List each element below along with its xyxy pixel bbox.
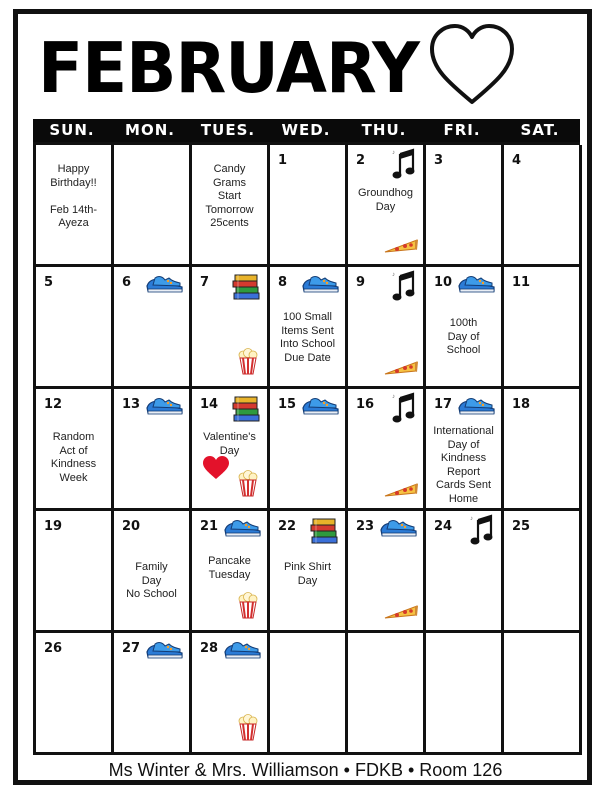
day-number: 2 (356, 153, 366, 168)
day-number: 9 (356, 275, 366, 290)
day-note (272, 561, 343, 588)
day-cell (348, 389, 426, 511)
day-cell (348, 145, 426, 267)
day-note-line: International (433, 425, 494, 437)
music-note-icon (391, 148, 417, 187)
day-cell (114, 145, 192, 267)
day-note-line: Report (446, 465, 481, 478)
day-note-line: Week (59, 471, 88, 484)
day-cell (36, 267, 114, 389)
day-number: 14 (200, 397, 219, 412)
day-note-line: Valentine's (203, 431, 256, 443)
day-cell (270, 145, 348, 267)
day-cell (192, 267, 270, 389)
weekday-label: SAT. (520, 121, 560, 139)
weekday-label: WED. (281, 121, 331, 139)
day-note-line: Due Date (284, 351, 331, 364)
day-note (272, 311, 343, 365)
day-number: 3 (434, 153, 444, 168)
day-note-line: Tuesday (208, 568, 251, 581)
day-cell (270, 389, 348, 511)
day-note-line: Pink Shirt (283, 561, 332, 573)
day-note-line: No School (126, 588, 177, 600)
day-cell (36, 389, 114, 511)
day-note-line: Day (375, 200, 396, 213)
day-cell (504, 633, 582, 755)
day-note (194, 431, 265, 458)
popcorn-icon (237, 713, 259, 746)
day-note-line: Items Sent (281, 324, 334, 337)
day-number: 4 (512, 153, 522, 168)
day-note-line: Pancake (208, 555, 251, 567)
sneakers-icon (301, 272, 341, 299)
day-note (38, 163, 109, 231)
weekday-label: FRI. (443, 121, 481, 139)
heart-icon (202, 455, 230, 486)
day-note-line: Home (448, 492, 479, 505)
day-number: 15 (278, 397, 297, 412)
music-note-icon (391, 270, 417, 309)
day-note-line: 100th (449, 317, 478, 329)
day-note-line: Grams (213, 176, 246, 189)
day-note-line: Feb 14th- (49, 203, 98, 216)
day-note-line: Random (52, 431, 95, 443)
day-note-line: Ayeza (58, 217, 89, 229)
day-note (116, 561, 187, 602)
day-note-line: Kindness (50, 458, 97, 470)
sneakers-icon (301, 394, 341, 421)
day-cell (426, 389, 504, 511)
pizza-icon (383, 481, 419, 504)
weekday-header (33, 119, 580, 142)
day-cell (270, 633, 348, 755)
day-cell (504, 145, 582, 267)
day-note-line: School (446, 344, 481, 356)
day-note-line: Day (297, 574, 318, 587)
day-note-line: Day (219, 444, 240, 457)
sneakers-icon (379, 516, 419, 543)
books-icon (309, 516, 339, 549)
day-cell (348, 511, 426, 633)
pizza-icon (383, 237, 419, 260)
day-number: 1 (278, 153, 288, 168)
day-cell (426, 511, 504, 633)
day-note-line: Day of (447, 330, 480, 343)
day-number: 21 (200, 519, 219, 534)
day-note-line: Into School (279, 338, 336, 350)
day-note-line: Cards Sent (435, 479, 492, 491)
day-note (38, 431, 109, 485)
pizza-icon (383, 603, 419, 626)
day-cell (504, 511, 582, 633)
svg-text:♪: ♪ (470, 516, 473, 522)
sneakers-icon (145, 272, 185, 299)
day-note (428, 317, 499, 358)
day-cell (426, 145, 504, 267)
day-cell (114, 511, 192, 633)
footer-credits: Ms Winter & Mrs. Williamson • FDKB • Room 126 (108, 760, 503, 780)
day-cell (504, 267, 582, 389)
day-note-line: Start (217, 190, 242, 202)
music-note-icon (391, 392, 417, 431)
day-note-line: Day (141, 574, 162, 587)
day-number: 13 (122, 397, 141, 412)
month-title: FEBRUARY (38, 28, 419, 109)
day-cell (36, 511, 114, 633)
day-note (428, 425, 499, 506)
day-number: 16 (356, 397, 375, 412)
day-cell (504, 389, 582, 511)
day-note-line: Candy (213, 163, 246, 175)
popcorn-icon (237, 347, 259, 380)
day-cell (348, 633, 426, 755)
day-number: 17 (434, 397, 453, 412)
day-number: 18 (512, 397, 531, 412)
calendar-weeks (33, 142, 580, 755)
day-note (350, 187, 421, 214)
day-cell (426, 633, 504, 755)
day-cell (192, 633, 270, 755)
day-number: 5 (44, 275, 54, 290)
day-cell (36, 633, 114, 755)
day-cell (270, 267, 348, 389)
music-note-icon (469, 514, 495, 553)
calendar-grid (33, 119, 580, 755)
svg-text:♪: ♪ (392, 150, 395, 156)
books-icon (231, 272, 261, 305)
day-note-line: Family (135, 561, 168, 573)
day-cell (348, 267, 426, 389)
day-note-line: Day of (447, 438, 480, 451)
day-cell (192, 145, 270, 267)
day-cell (114, 267, 192, 389)
weekday-label: TUES. (200, 121, 256, 139)
day-number: 20 (122, 519, 141, 534)
day-number: 7 (200, 275, 210, 290)
sneakers-icon (457, 272, 497, 299)
day-note-line: Tomorrow (205, 203, 254, 216)
day-note (194, 555, 265, 582)
day-note-line: 25cents (210, 217, 249, 229)
day-note-line: Groundhog (357, 187, 414, 199)
day-number: 12 (44, 397, 63, 412)
day-note-line: Kindness (440, 452, 487, 464)
day-number: 25 (512, 519, 531, 534)
day-cell (270, 511, 348, 633)
svg-text:♪: ♪ (392, 272, 395, 278)
day-note-line: Happy (57, 163, 90, 175)
sneakers-icon (145, 638, 185, 665)
day-note-line (38, 190, 109, 204)
day-cell (114, 633, 192, 755)
day-number: 23 (356, 519, 375, 534)
day-number: 8 (278, 275, 288, 290)
day-number: 28 (200, 641, 219, 656)
popcorn-icon (237, 469, 259, 502)
day-number: 19 (44, 519, 63, 534)
sneakers-icon (457, 394, 497, 421)
day-number: 27 (122, 641, 141, 656)
books-icon (231, 394, 261, 427)
weekday-label: SUN. (49, 121, 95, 139)
day-note-line: Birthday!! (50, 176, 97, 189)
day-cell (36, 145, 114, 267)
day-note-line: 100 Small (283, 311, 332, 323)
sneakers-icon (145, 394, 185, 421)
day-number: 11 (512, 275, 531, 290)
day-number: 22 (278, 519, 297, 534)
weekday-label: THU. (361, 121, 407, 139)
day-cell (192, 511, 270, 633)
weekday-label: MON. (125, 121, 175, 139)
day-number: 6 (122, 275, 132, 290)
day-note-line: Act of (59, 444, 88, 457)
day-number: 26 (44, 641, 63, 656)
svg-text:♪: ♪ (392, 394, 395, 400)
popcorn-icon (237, 591, 259, 624)
day-cell (192, 389, 270, 511)
day-cell (114, 389, 192, 511)
day-number: 24 (434, 519, 453, 534)
day-number: 10 (434, 275, 453, 290)
pizza-icon (383, 359, 419, 382)
sneakers-icon (223, 638, 263, 665)
day-cell (426, 267, 504, 389)
day-note (194, 163, 265, 231)
sneakers-icon (223, 516, 263, 543)
heart-outline-icon (428, 22, 516, 108)
